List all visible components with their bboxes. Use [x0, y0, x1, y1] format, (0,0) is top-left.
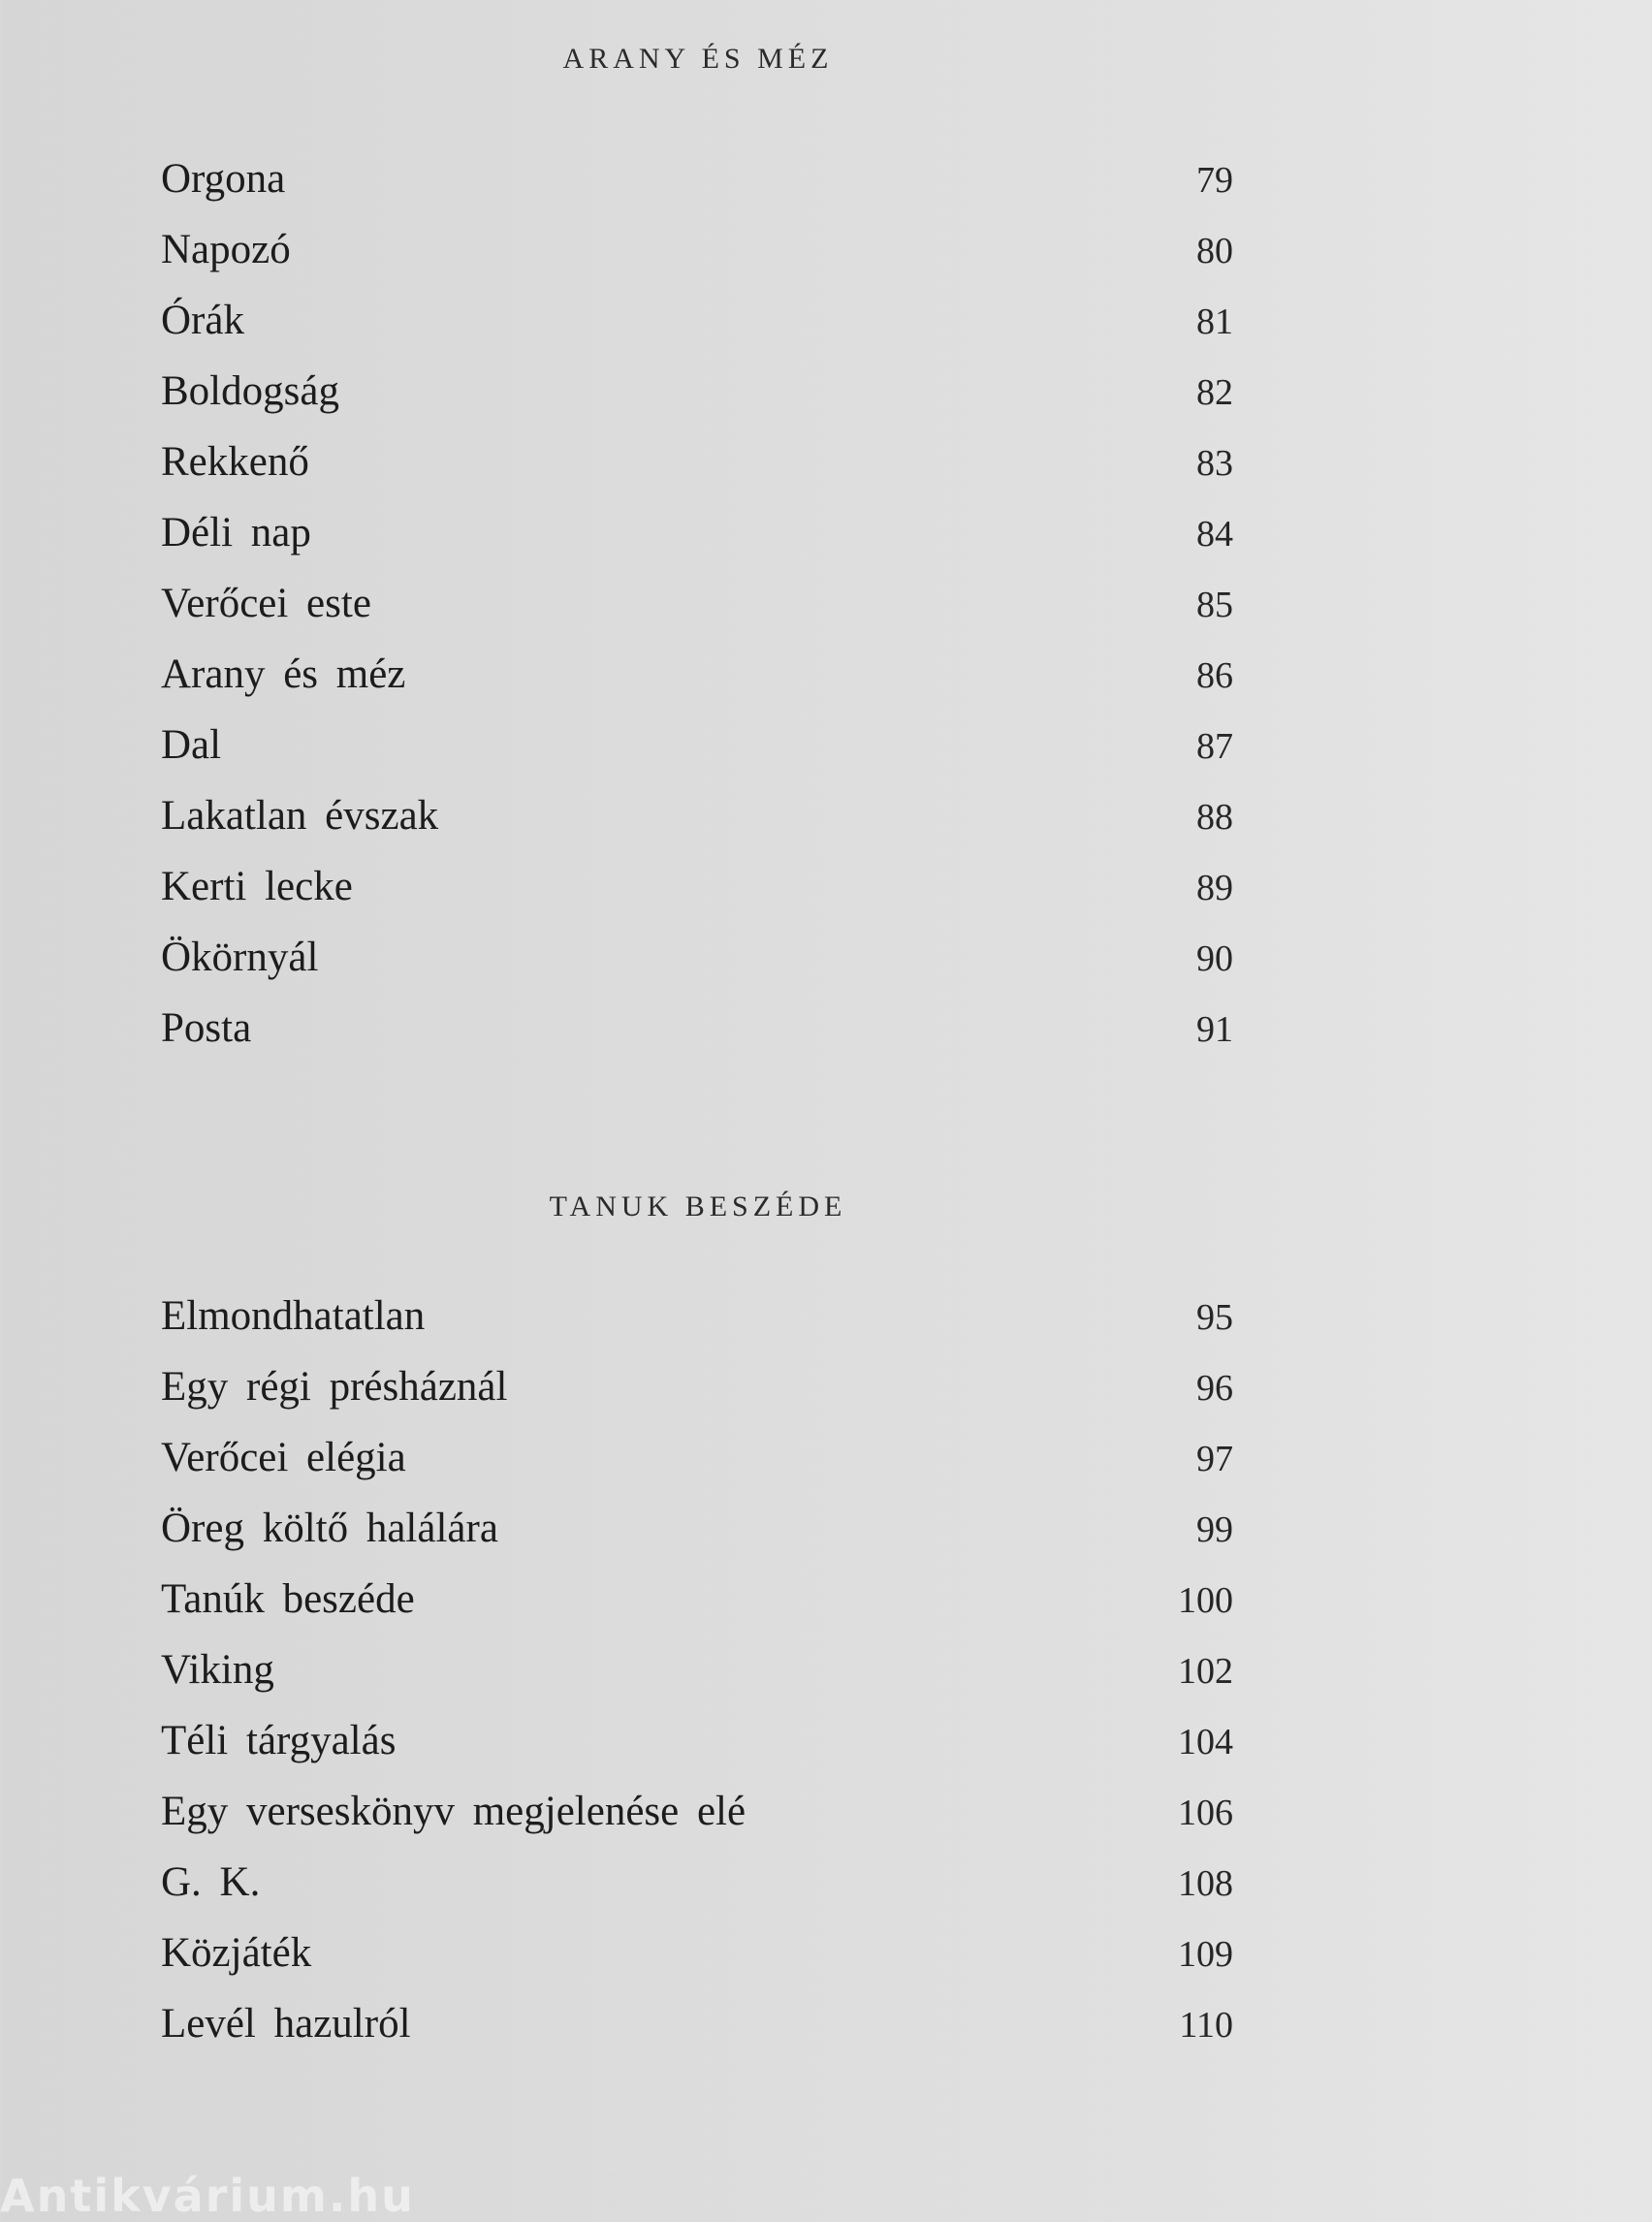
toc-entry [161, 1292, 1233, 1363]
entry-title: Elmondhatatlan [161, 1293, 426, 1339]
toc-list-tanuk-beszede [161, 1292, 1233, 2071]
entry-page-number: 79 [1196, 160, 1233, 201]
entry-page-number: 90 [1196, 938, 1233, 979]
entry-page-number: 83 [1196, 443, 1233, 484]
entry-title: Dal [161, 722, 222, 768]
entry-title: Egy régi présháznál [161, 1364, 508, 1410]
entry-page-number: 81 [1196, 302, 1233, 342]
toc-entry [161, 721, 1233, 792]
toc-entry [161, 1788, 1233, 1858]
toc-entry [161, 792, 1233, 863]
entry-page-number: 99 [1196, 1509, 1233, 1550]
toc-entry [161, 1646, 1233, 1717]
toc-entry [161, 1434, 1233, 1505]
toc-list-arany-es-mez [161, 155, 1233, 1075]
toc-entry [161, 367, 1233, 438]
entry-title: Órák [161, 298, 244, 343]
entry-page-number: 97 [1196, 1439, 1233, 1479]
toc-entry [161, 509, 1233, 580]
entry-title: Téli tárgyalás [161, 1718, 397, 1763]
toc-entry [161, 1575, 1233, 1646]
entry-page-number: 110 [1179, 2005, 1233, 2046]
entry-title: Levél hazulról [161, 2001, 411, 2047]
entry-page-number: 102 [1178, 1651, 1233, 1692]
entry-page-number: 109 [1178, 1934, 1233, 1975]
entry-title: G. K. [161, 1859, 261, 1905]
entry-title: Posta [161, 1005, 252, 1051]
entry-title: Öreg költő halálára [161, 1506, 498, 1551]
entry-page-number: 106 [1178, 1793, 1233, 1833]
toc-entry [161, 2000, 1233, 2071]
toc-entry [161, 155, 1233, 226]
entry-title: Verőcei este [161, 581, 371, 626]
entry-page-number: 88 [1196, 797, 1233, 838]
entry-title: Lakatlan évszak [161, 793, 439, 839]
toc-entry [161, 1929, 1233, 2000]
toc-entry [161, 1858, 1233, 1929]
section-heading-arany-es-mez: ARANY ÉS MÉZ [562, 43, 834, 75]
entry-page-number: 80 [1196, 231, 1233, 271]
entry-title: Rekkenő [161, 439, 309, 485]
entry-title: Napozó [161, 227, 291, 272]
toc-entry [161, 580, 1233, 651]
toc-entry [161, 651, 1233, 721]
entry-title: Déli nap [161, 510, 311, 556]
toc-entry [161, 297, 1233, 367]
toc-entry [161, 226, 1233, 297]
entry-title: Viking [161, 1647, 274, 1693]
entry-page-number: 85 [1196, 585, 1233, 625]
section-heading-tanuk-beszede: TANUK BESZÉDE [549, 1190, 847, 1222]
entry-page-number: 100 [1178, 1580, 1233, 1621]
entry-page-number: 86 [1196, 655, 1233, 696]
entry-title: Tanúk beszéde [161, 1576, 415, 1622]
toc-entry [161, 934, 1233, 1004]
toc-entry [161, 1363, 1233, 1434]
entry-title: Orgona [161, 156, 286, 202]
watermark-text: Antikvárium.hu [0, 2170, 415, 2222]
toc-entry [161, 1717, 1233, 1788]
entry-page-number: 96 [1196, 1368, 1233, 1409]
entry-title: Boldogság [161, 368, 339, 414]
entry-page-number: 84 [1196, 514, 1233, 555]
toc-entry [161, 1004, 1233, 1075]
entry-page-number: 87 [1196, 726, 1233, 767]
entry-page-number: 91 [1196, 1009, 1233, 1050]
toc-entry [161, 863, 1233, 934]
entry-page-number: 89 [1196, 868, 1233, 908]
entry-page-number: 108 [1178, 1863, 1233, 1904]
toc-entry [161, 438, 1233, 509]
entry-title: Verőcei elégia [161, 1435, 406, 1480]
toc-entry [161, 1505, 1233, 1575]
entry-title: Közjáték [161, 1930, 312, 1976]
entry-title: Egy verseskönyv megjelenése elé [161, 1789, 747, 1834]
entry-title: Arany és méz [161, 651, 406, 697]
entry-page-number: 104 [1178, 1722, 1233, 1762]
entry-title: Kerti lecke [161, 864, 353, 909]
entry-page-number: 82 [1196, 372, 1233, 413]
entry-title: Ökörnyál [161, 935, 319, 980]
entry-page-number: 95 [1196, 1297, 1233, 1338]
